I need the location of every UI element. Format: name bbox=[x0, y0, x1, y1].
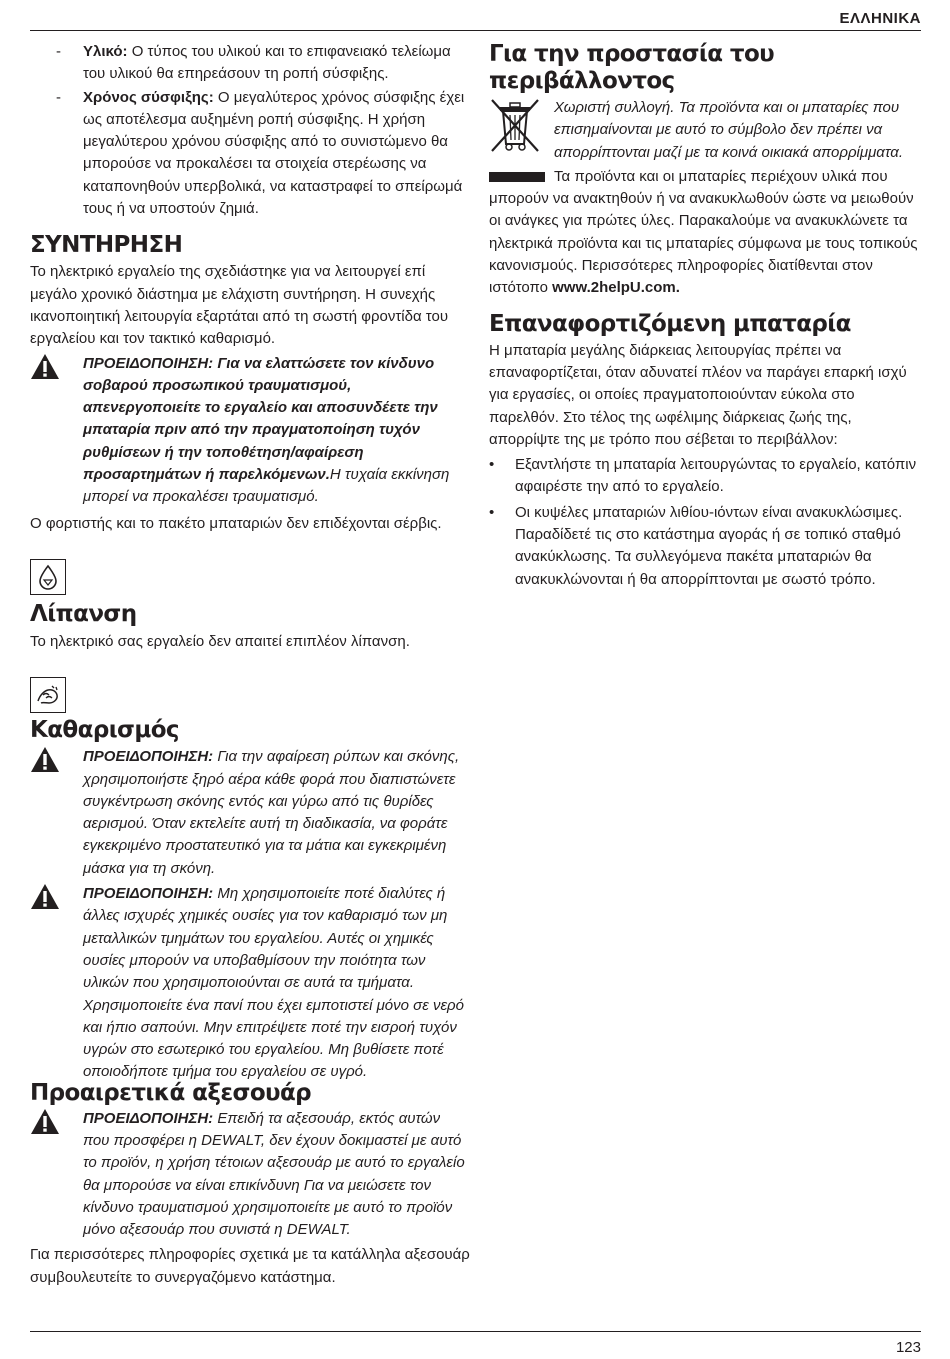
warning-triangle-icon bbox=[30, 1108, 60, 1135]
warning-text: Η τυχαία εκκίνηση μπορεί να προκαλέσει τραυματισμό. bbox=[83, 466, 450, 506]
section-title-maintenance: ΣΥΝΤΗΡΗΣΗ bbox=[30, 232, 183, 259]
section-title-cleaning: Καθαρισμός bbox=[30, 717, 179, 744]
warning-block bbox=[30, 353, 470, 509]
separate-collection-text: Χωριστή συλλογή. Τα προϊόντα και οι μπαταρίες που επισημαίνονται με αυτό το σύμβολο δεν πρέπει να απορρίπτονται μαζί με τα κοινά οικιακά απορρίμματα. bbox=[554, 99, 903, 161]
header-rule bbox=[30, 30, 921, 31]
list-item-time: - Χρόνος σύσφιξης: Ο μεγαλύτερος χρόνος σύσφιξης έχει ως αποτέλεσμα αυξημένη ροπή σύσφιξης. Η χρήση μεγαλύτερου χρόνου σύσφιξης από το συνιστώμενο θα μπορούσε να προκαλέσει τα στοιχεία στερέωσης να καταπονηθούν υπερβολικά, να καταστραφεί το σπείρωμά τους ή να υποστούν ζημιά. bbox=[56, 88, 465, 218]
crossed-bin-icon bbox=[489, 97, 541, 153]
warning-text: Για την αφαίρεση ρύπων και σκόνης, χρησιμοποιήστε ξηρό αέρα κάθε φορά που διαπιστώνετε συγκέντρωση σκόνης εντός και γύρω από τις θυρίδες αερισμού. Όταν εκτελείτε αυτή τη διαδικασία, να φοράτε εγκεκριμένο προστατευτικό για τα μάτια και εγκεκριμένη μάσκα για τη σκόνη. bbox=[83, 748, 460, 877]
warning-triangle-icon bbox=[30, 353, 60, 380]
warning-block bbox=[30, 746, 470, 880]
warning-text-bold: ΠΡΟΕΙΔΟΠΟΙΗΣΗ: Για να ελαττώσετε τον κίνδυνο σοβαρού προσωπικού τραυματισμού, απενεργοποιείτε το εργαλείο και αποσυνδέετε την μπαταρία πριν από την πραγματοποίηση τυχόν ρυθμίσεων ή την τοποθέτηση/αφαίρεση προσαρτημάτων ή παρελκόμενων. bbox=[83, 354, 438, 484]
footer-rule bbox=[30, 1331, 921, 1332]
item-text: Ο τύπος του υλικού και το επιφανειακό τελείωμα του υλικού θα επηρεάσουν τη ροπή σύσφιξης. bbox=[83, 43, 451, 83]
cleaning-hand-icon bbox=[30, 677, 66, 713]
oil-drop-icon bbox=[30, 559, 66, 595]
item-label: Υλικό: bbox=[83, 43, 128, 60]
warning-text-bold: ΠΡΟΕΙΔΟΠΟΙΗΣΗ: bbox=[83, 748, 214, 766]
item-label: Χρόνος σύσφιξης: bbox=[83, 88, 214, 106]
warning-text-bold: ΠΡΟΕΙΔΟΠΟΙΗΣΗ: bbox=[83, 1109, 214, 1127]
warning-block bbox=[30, 1108, 470, 1242]
section-title-battery: Επαναφορτιζόμενη μπαταρία bbox=[489, 310, 851, 337]
section-title-environment: Για την προστασία του περιβάλλοντος bbox=[489, 41, 775, 94]
website-link[interactable]: www.2helpU.com. bbox=[552, 279, 680, 297]
battery-paragraph: Η μπαταρία μεγάλης διάρκειας λειτουργίας πρέπει να επαναφορτίζεται, όταν αδυνατεί πλέον να παράγει επαρκή ισχύ για εργασίες, οι οποίες πραγματοποιούνταν εύκολα στο παρελθόν. Στο τέλος της ωφέλιμης διάρκειας ζωής της, απορρίψτε της με τρόπο που σέβεται το περιβάλλον: bbox=[489, 341, 907, 448]
separate-collection-block bbox=[489, 97, 923, 164]
language-label: ΕΛΛΗΝΙΚΑ bbox=[839, 10, 921, 27]
warning-triangle-icon bbox=[30, 883, 60, 910]
warning-block bbox=[30, 883, 470, 1084]
environment-text: Τα προϊόντα και οι μπαταρίες περιέχουν υλικά που μπορούν να ανακτηθούν ή να ανακυκλωθούν ώστε να μειωθούν οι ανάγκες για πρώτες ύλες. Παρακαλούμε να ανακυκλώνετε τα ηλεκτρικά προϊόντα και τις μπαταρίες σύμφωνα με τους τοπικούς κανονισμούς. Περισσότερες πληροφορίες διατίθενται στον ιστότοπο bbox=[489, 167, 918, 297]
section-title-accessories: Προαιρετικά αξεσουάρ bbox=[30, 1079, 312, 1106]
environment-paragraph bbox=[489, 166, 923, 300]
warning-text-bold: ΠΡΟΕΙΔΟΠΟΙΗΣΗ: bbox=[83, 885, 214, 903]
separator-bar bbox=[489, 172, 545, 182]
list-item: • Οι κυψέλες μπαταριών λιθίου-ιόντων είναι ανακυκλώσιμες. Παραδίδετέ τις στο κατάστημα αγοράς ή σε τοπικό σταθμό ανακύκλωσης. Τα συλλεγόμενα πακέτα μπαταριών θα ανακυκλώνονται ή θα απορρίπτονται με σωστό τρόπο. bbox=[489, 502, 923, 591]
lubrication-paragraph: Το ηλεκτρικό σας εργαλείο δεν απαιτεί επιπλέον λίπανση. bbox=[30, 632, 410, 650]
list-item-material: - Υλικό: Ο τύπος του υλικού και το επιφανειακό τελείωμα του υλικού θα επηρεάσουν τη ροπή σύσφιξης. bbox=[56, 43, 451, 83]
bullet-text: Εξαντλήστε τη μπαταρία λειτουργώντας το εργαλείο, κατόπιν αφαιρέστε την από το εργαλείο. bbox=[515, 456, 917, 496]
right-column bbox=[489, 41, 923, 591]
page-number: 123 bbox=[895, 1339, 921, 1356]
left-column bbox=[30, 41, 470, 1289]
warning-text: Μη χρησιμοποιείτε ποτέ διαλύτες ή άλλες ισχυρές χημικές ουσίες για τον καθαρισμό των μη μεταλλικών τμημάτων του εργαλείου. Αυτές οι χημικές ουσίες μπορούν να υποβαθμίσουν την ποιότητα των υλικών που χρησιμοποιούνται σε αυτά τα τμήματα. Χρησιμοποιείτε ένα πανί που έχει εμποτιστεί μόνο σε νερό και ήπιο σαπούνι. Μην επιτρέψετε ποτέ την εισροή τυχόν υγρών στο εσωτερικό του εργαλείου. Μη βυθίσετε ποτέ οποιοδήποτε τμήμα του εργαλείου σε υγρό. bbox=[83, 885, 464, 1081]
warning-text: Επειδή τα αξεσουάρ, εκτός αυτών που προσφέρει η DEWALT, δεν έχουν δοκιμαστεί με αυτό το προϊόν, η χρήση τέτοιων αξεσουάρ με αυτό το εργαλείο θα μπορούσε να είναι επικίνδυνη Για να μειώσετε τον κίνδυνο τραυματισμού χρησιμοποιείτε με αυτό το προϊόν μόνο αξεσουάρ που συνιστά η DEWALT. bbox=[83, 1109, 465, 1239]
accessories-paragraph: Για περισσότερες πληροφορίες σχετικά με τα κατάλληλα αξεσουάρ συμβουλευτείτε το συνεργαζόμενο κατάστημα. bbox=[30, 1246, 470, 1286]
section-title-lubrication: Λίπανση bbox=[30, 600, 137, 627]
warning-triangle-icon bbox=[30, 746, 60, 773]
charger-note: Ο φορτιστής και το πακέτο μπαταριών δεν επιδέχονται σέρβις. bbox=[30, 514, 442, 532]
item-text: Ο μεγαλύτερος χρόνος σύσφιξης έχει ως αποτέλεσμα αυξημένη ροπή σύσφιξης. Η χρήση μεγαλύτερου χρόνου σύσφιξης από το συνιστώμενο θα μπορούσε να προκαλέσει τα στοιχεία στερέωσης να καταπονηθούν υπερβολικά, να καταστραφεί το σπείρωμά τους ή να υποστούν ζημιά. bbox=[83, 88, 465, 218]
maintenance-paragraph: Το ηλεκτρικό εργαλείο της σχεδιάστηκε για να λειτουργεί επί μεγάλο χρονικό διάστημα με ελάχιστη συντήρηση. Η συνεχής ικανοποιητική λειτουργία εξαρτάται από τη σωστή φροντίδα του εργαλείου και τον τακτικό καθαρισμό. bbox=[30, 263, 449, 348]
bullet-text: Οι κυψέλες μπαταριών λιθίου-ιόντων είναι ανακυκλώσιμες. Παραδίδετέ τις στο κατάστημα αγοράς ή σε τοπικό σταθμό ανακύκλωσης. Τα συλλεγόμενα πακέτα μπαταριών θα ανακυκλώνονται ή θα απορρίπτονται με σωστό τρόπο. bbox=[515, 503, 903, 588]
list-item: • Εξαντλήστε τη μπαταρία λειτουργώντας το εργαλείο, κατόπιν αφαιρέστε την από το εργαλείο. bbox=[489, 454, 923, 499]
